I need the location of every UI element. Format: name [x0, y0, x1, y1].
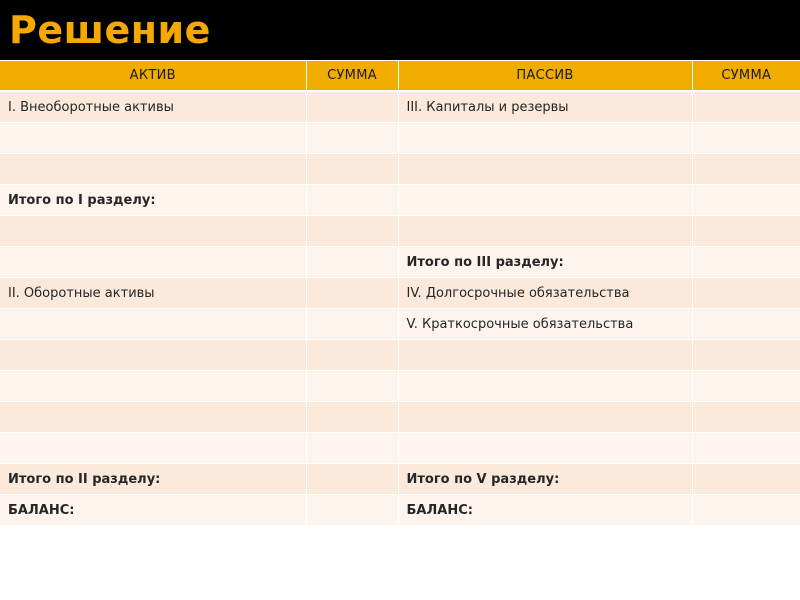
- passiv-cell: [398, 154, 692, 185]
- summa-passiv-cell: [692, 464, 800, 495]
- summa-aktiv-cell: [306, 185, 398, 216]
- passiv-cell: [398, 123, 692, 154]
- aktiv-cell: [0, 154, 306, 185]
- balance-table: [0, 61, 800, 526]
- summa-passiv-cell: [692, 309, 800, 340]
- table-row: [0, 185, 800, 216]
- title-bar: [0, 0, 800, 60]
- table-row: [0, 340, 800, 371]
- passiv-cell: V. Краткосрочные обязательства: [398, 309, 692, 340]
- passiv-cell: [398, 371, 692, 402]
- summa-aktiv-cell: [306, 154, 398, 185]
- aktiv-cell: [0, 309, 306, 340]
- summa-passiv-cell: [692, 340, 800, 371]
- table-row: [0, 309, 800, 340]
- aktiv-cell: II. Оборотные активы: [0, 278, 306, 309]
- aktiv-cell: [0, 123, 306, 154]
- summa-passiv-cell: [692, 402, 800, 433]
- aktiv-cell: [0, 402, 306, 433]
- summa-aktiv-cell: [306, 495, 398, 526]
- passiv-cell: IV. Долгосрочные обязательства: [398, 278, 692, 309]
- summa-aktiv-cell: [306, 278, 398, 309]
- summa-passiv-cell: [692, 185, 800, 216]
- table-row: [0, 464, 800, 495]
- passiv-cell: III. Капиталы и резервы: [398, 91, 692, 123]
- page-title: Решение: [9, 8, 211, 52]
- aktiv-cell: I. Внеоборотные активы: [0, 91, 306, 123]
- header-aktiv: АКТИВ: [0, 61, 306, 91]
- aktiv-cell: БАЛАНС:: [0, 495, 306, 526]
- summa-aktiv-cell: [306, 216, 398, 247]
- summa-aktiv-cell: [306, 433, 398, 464]
- summa-aktiv-cell: [306, 309, 398, 340]
- header-passiv: ПАССИВ: [398, 61, 692, 91]
- passiv-cell: [398, 402, 692, 433]
- header-summa-passiv: СУММА: [692, 61, 800, 91]
- summa-passiv-cell: [692, 495, 800, 526]
- summa-aktiv-cell: [306, 464, 398, 495]
- aktiv-cell: [0, 216, 306, 247]
- summa-aktiv-cell: [306, 123, 398, 154]
- table-row: [0, 123, 800, 154]
- aktiv-cell: [0, 340, 306, 371]
- table-row: [0, 495, 800, 526]
- summa-passiv-cell: [692, 216, 800, 247]
- passiv-cell: Итого по V разделу:: [398, 464, 692, 495]
- summa-passiv-cell: [692, 278, 800, 309]
- aktiv-cell: [0, 433, 306, 464]
- passiv-cell: [398, 340, 692, 371]
- table-row: [0, 216, 800, 247]
- aktiv-cell: Итого по II разделу:: [0, 464, 306, 495]
- table-header-row: [0, 61, 800, 91]
- passiv-cell: [398, 185, 692, 216]
- table-row: [0, 247, 800, 278]
- aktiv-cell: [0, 371, 306, 402]
- table-row: [0, 278, 800, 309]
- table-row: [0, 91, 800, 123]
- table-row: [0, 402, 800, 433]
- table-body: [0, 91, 800, 526]
- summa-aktiv-cell: [306, 402, 398, 433]
- passiv-cell: БАЛАНС:: [398, 495, 692, 526]
- summa-passiv-cell: [692, 91, 800, 123]
- aktiv-cell: [0, 247, 306, 278]
- summa-aktiv-cell: [306, 247, 398, 278]
- summa-passiv-cell: [692, 433, 800, 464]
- passiv-cell: [398, 216, 692, 247]
- summa-passiv-cell: [692, 371, 800, 402]
- table-row: [0, 154, 800, 185]
- passiv-cell: [398, 433, 692, 464]
- summa-passiv-cell: [692, 247, 800, 278]
- summa-aktiv-cell: [306, 91, 398, 123]
- aktiv-cell: Итого по I разделу:: [0, 185, 306, 216]
- table-row: [0, 371, 800, 402]
- passiv-cell: Итого по III разделу:: [398, 247, 692, 278]
- summa-aktiv-cell: [306, 340, 398, 371]
- summa-passiv-cell: [692, 154, 800, 185]
- header-summa-aktiv: СУММА: [306, 61, 398, 91]
- summa-passiv-cell: [692, 123, 800, 154]
- summa-aktiv-cell: [306, 371, 398, 402]
- table-row: [0, 433, 800, 464]
